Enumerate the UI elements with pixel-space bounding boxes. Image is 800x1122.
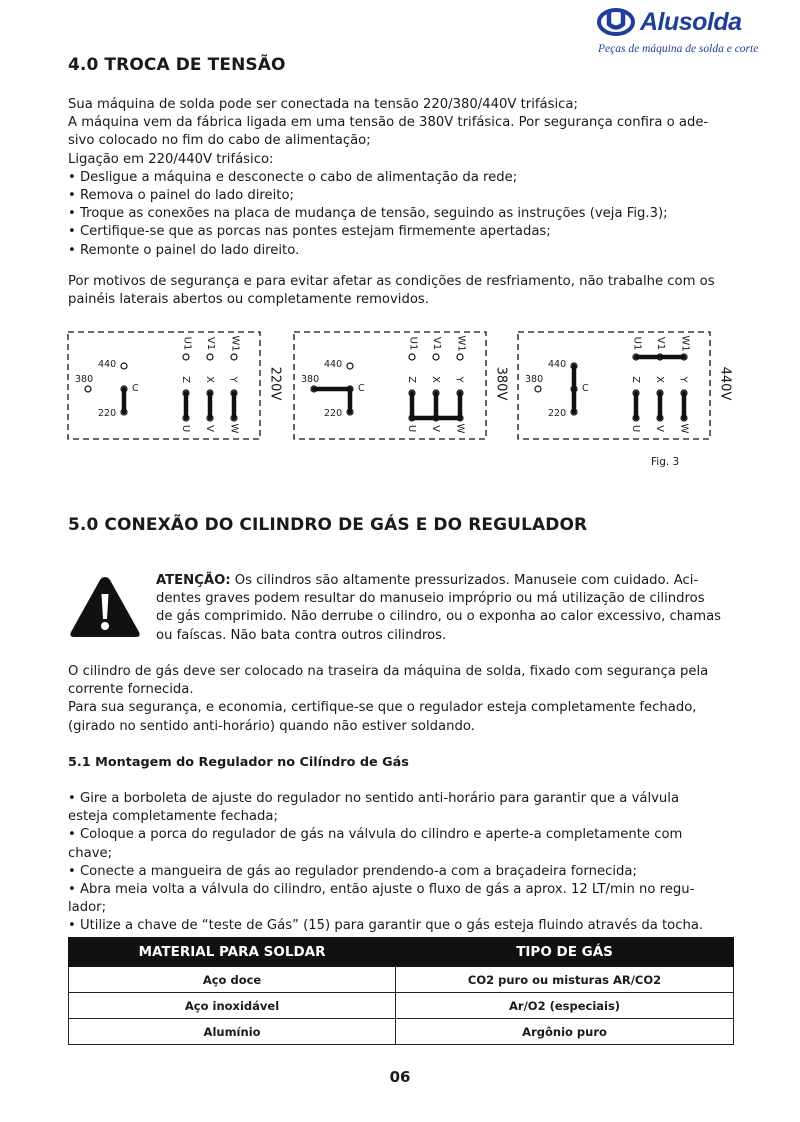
- text-line: Ligação em 220/440V trifásico:: [68, 151, 274, 167]
- column-header: TIPO DE GÁS: [396, 938, 734, 967]
- bullet-item: • Utilize a chave de “teste de Gás” (15) para garantir que o gás esteja fluindo através da tocha.: [68, 918, 704, 934]
- terminal-440-label: 440: [324, 359, 343, 370]
- gas-table: [68, 937, 734, 1045]
- terminal-220-label: 220: [98, 408, 117, 419]
- terminal-440-label: 440: [548, 359, 567, 370]
- bullet-item: • Remova o painel do lado direito;: [68, 188, 294, 204]
- table-cell: Aço doce: [69, 967, 396, 993]
- text-line: de gás comprimido. Não derrube o cilindro, ou o exponha ao calor excessivo, chamas: [156, 609, 722, 625]
- text-line: ou faíscas. Não bata contra outros cilindros.: [156, 627, 447, 643]
- terminal-w-label: W: [454, 423, 466, 434]
- terminal-380-label: 380: [525, 374, 544, 385]
- text-line: Sua máquina de solda pode ser conectada na tensão 220/380/440V trifásica;: [68, 97, 578, 112]
- terminal-v-label: V: [429, 425, 441, 432]
- warning-triangle-icon: [68, 574, 142, 640]
- terminal-440-label: 440: [98, 359, 117, 370]
- section-5-body: [68, 663, 748, 736]
- bullet-item: • Conecte a mangueira de gás ao regulador prendendo-a com a braçadeira fornecida;: [68, 863, 637, 879]
- terminal-w1-label: W1: [679, 335, 691, 352]
- text-line: (girado no sentido anti-horário) quando não estiver soldando.: [68, 718, 475, 734]
- warning-label: ATENÇÃO:: [156, 573, 231, 588]
- text-line: esteja completamente fechada;: [68, 809, 278, 825]
- table-cell: Argônio puro: [396, 1019, 734, 1045]
- voltage-label: 440V: [717, 366, 733, 401]
- section-4-title: 4.0 TROCA DE TENSÃO: [68, 55, 286, 75]
- terminal-u1-label: U1: [181, 336, 193, 351]
- terminal-x-label: X: [203, 376, 215, 383]
- page-number: 06: [389, 1068, 411, 1086]
- terminal-c-label: C: [582, 383, 589, 394]
- terminal-c-label: C: [132, 383, 139, 394]
- terminal-z-label: Z: [629, 376, 641, 383]
- wiring-diagram-drawing: [516, 330, 738, 445]
- column-header: MATERIAL PARA SOLDAR: [69, 938, 396, 967]
- table-cell: Alumínio: [69, 1019, 396, 1045]
- terminal-220-label: 220: [324, 408, 343, 419]
- table-row: [69, 1019, 734, 1045]
- section-4-body: [68, 96, 748, 260]
- terminal-v-label: V: [653, 425, 665, 432]
- bullet-item: • Abra meia volta a válvula do cilindro, então ajuste o fluxo de gás a aprox. 12 LT/min no regu-: [68, 882, 695, 898]
- terminal-y-label: Y: [227, 376, 239, 383]
- terminal-z-label: Z: [405, 376, 417, 383]
- table-cell: CO2 puro ou misturas AR/CO2: [396, 967, 734, 993]
- terminal-w1-label: W1: [455, 335, 467, 352]
- text-line: dentes graves podem resultar do manuseio impróprio ou má utilização de cilindros: [156, 591, 705, 607]
- terminal-380-label: 380: [301, 374, 320, 385]
- bullet-item: • Desligue a máquina e desconecte o cabo de alimentação da rede;: [68, 169, 518, 185]
- terminal-v1-label: V1: [205, 336, 217, 351]
- text-line: sivo colocado no fim do cabo de alimentação;: [68, 133, 371, 149]
- terminal-w-label: W: [228, 423, 240, 434]
- warning-line-1: [156, 572, 756, 590]
- terminal-y-label: Y: [453, 376, 465, 383]
- terminal-u1-label: U1: [631, 336, 643, 351]
- terminal-y-label: Y: [677, 376, 689, 383]
- brand-logo: [596, 4, 792, 60]
- terminal-380-label: 380: [75, 374, 94, 385]
- terminal-z-label: Z: [179, 376, 191, 383]
- text-line: Para sua segurança, e economia, certifique-se que o regulador esteja completamente fechado,: [68, 700, 697, 716]
- bullet-item: • Troque as conexões na placa de mudança de tensão, seguindo as instruções (veja Fig.3);: [68, 206, 668, 222]
- terminal-c-label: C: [358, 383, 365, 394]
- terminal-u-label: U: [630, 424, 642, 433]
- terminal-v-label: V: [203, 425, 215, 432]
- terminal-w-label: W: [678, 423, 690, 434]
- bullet-item: • Coloque a porca do regulador de gás na válvula do cilindro e aperte-a completamente com: [68, 827, 683, 843]
- terminal-x-label: X: [429, 376, 441, 383]
- warning-text: [156, 572, 756, 645]
- text-line: painéis laterais abertos ou completamente removidos.: [68, 292, 429, 308]
- terminal-v1-label: V1: [655, 336, 667, 351]
- table-row: [69, 967, 734, 993]
- wiring-diagram-drawing: [66, 330, 288, 445]
- bullet-item: • Certifique-se que as porcas nas pontes estejam firmemente apertadas;: [68, 224, 551, 240]
- terminal-w1-label: W1: [229, 335, 241, 352]
- section-5-1-title: 5.1 Montagem do Regulador no Cilíndro de Gás: [68, 755, 409, 770]
- terminal-u1-label: U1: [407, 336, 419, 351]
- section-5-1-body: [68, 790, 748, 936]
- text-line: A máquina vem da fábrica ligada em uma tensão de 380V trifásica. Por segurança confira o ade-: [68, 115, 709, 131]
- alusolda-logo-icon: [596, 4, 640, 38]
- terminal-220-label: 220: [548, 408, 567, 419]
- text-line: Por motivos de segurança e para evitar afetar as condições de resfriamento, não trabalhe com os: [68, 274, 715, 289]
- table-header-row: [69, 938, 734, 967]
- table-row: [69, 993, 734, 1019]
- terminal-u-label: U: [406, 424, 418, 433]
- bullet-item: • Remonte o painel do lado direito.: [68, 242, 300, 258]
- text-line: corrente fornecida.: [68, 682, 194, 698]
- table-cell: Ar/O2 (especiais): [396, 993, 734, 1019]
- logo-name: Alusolda: [640, 8, 742, 36]
- bullet-item: • Gire a borboleta de ajuste do regulador no sentido anti-horário para garantir que a válvula: [68, 791, 680, 806]
- voltage-label: 380V: [493, 366, 509, 401]
- figure-caption: Fig. 3: [651, 456, 680, 468]
- logo-tagline: Peças de máquina de solda e corte: [598, 43, 759, 55]
- terminal-u-label: U: [180, 424, 192, 433]
- text-line: lador;: [68, 900, 107, 916]
- wiring-diagram-drawing: [292, 330, 514, 445]
- section-5-title: 5.0 CONEXÃO DO CILINDRO DE GÁS E DO REGULADOR: [68, 515, 588, 535]
- safety-note: [68, 273, 748, 309]
- voltage-label: 220V: [267, 366, 283, 401]
- table-cell: Aço inoxidável: [69, 993, 396, 1019]
- terminal-x-label: X: [653, 376, 665, 383]
- text-line: Os cilindros são altamente pressurizados. Manuseie com cuidado. Aci-: [230, 573, 699, 588]
- terminal-v1-label: V1: [431, 336, 443, 351]
- voltage-diagrams-figure: [66, 330, 738, 475]
- text-line: chave;: [68, 845, 113, 861]
- text-line: O cilindro de gás deve ser colocado na traseira da máquina de solda, fixado com segurança pela: [68, 664, 709, 679]
